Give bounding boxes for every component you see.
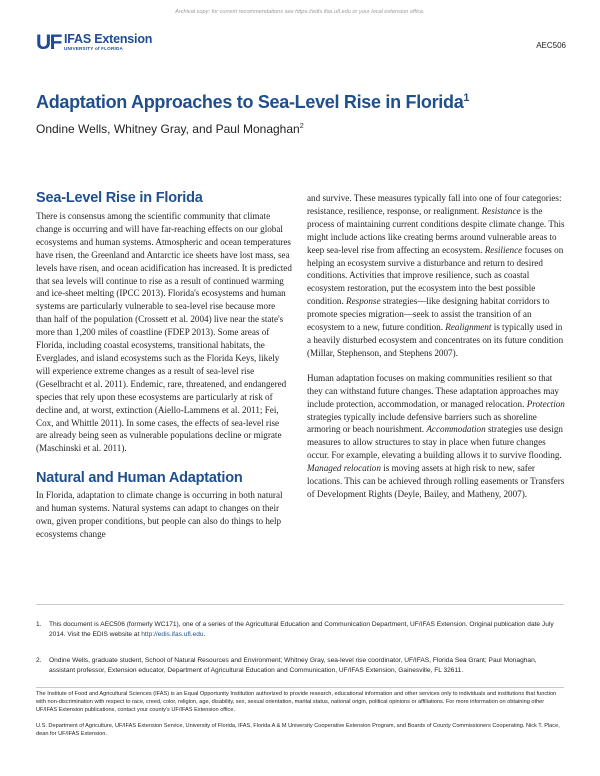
edis-link[interactable]: http://edis.ifas.ufl.edu bbox=[141, 630, 204, 638]
section-heading-natural-human-adaptation: Natural and Human Adaptation bbox=[36, 470, 243, 487]
paragraph-ecosystem-strategies bbox=[307, 192, 565, 360]
term-response: Response bbox=[346, 296, 381, 307]
authors-line bbox=[36, 122, 304, 136]
text-run: This document is AEC506 (formerly WC171), one of a series of the Agricultural Education and Communication Department, UF/IFAS Extension. Original publication date July 2014. Visit the EDIS website at bbox=[49, 621, 554, 638]
document-id: AEC506 bbox=[536, 41, 566, 50]
equal-opportunity-statement: The Institute of Food and Agricultural Sciences (IFAS) is an Equal Opportunity Institution authorized to provide research, educational information and other services only to individuals and institutions that function with non-discrimination with respect to race, creed, color, religion, age, disability, sex, sexual orientation, marital status, national origin, political opinions or affiliations. For more information on obtaining other UF/IFAS Extension publications, contact your county's UF/IFAS Extension office. bbox=[36, 691, 557, 713]
uf-logo-mark: UF bbox=[36, 31, 61, 54]
page-title bbox=[36, 92, 469, 113]
term-accommodation: Accommodation bbox=[426, 424, 486, 435]
footnote-1 bbox=[36, 620, 564, 639]
text-run: strategies typically include defensive barriers such as shoreline armoring or beach nourishment. bbox=[307, 411, 537, 435]
text-run: . bbox=[203, 630, 206, 638]
text-run: is the process of maintaining current conditions despite climate change. This might include actions like creating berms around vulnerable areas to keep sea-level rise from affecting an ecosystem. bbox=[307, 205, 565, 255]
term-realignment: Realignment bbox=[445, 322, 492, 333]
text-run: Human adaptation focuses on making communities resilient so that they can withstand future changes. These adaptation approaches may include protection, accommodation, or managed relocation. bbox=[307, 372, 559, 409]
title-text: Adaptation Approaches to Sea-Level Rise in Florida bbox=[36, 92, 464, 112]
text-run: and survive. These measures typically fall into one of four categories: resistance, resilience, response, or realignment. bbox=[307, 193, 562, 216]
section-heading-sea-level-rise: Sea-Level Rise in Florida bbox=[36, 190, 203, 206]
term-resilience: Resilience bbox=[484, 244, 523, 255]
footnote-number: 2. bbox=[36, 657, 42, 664]
text-run: focuses on helping an ecosystem survive a disturbance and return to desired conditions. Activities that improve resilience, such as coastal ecosystem restoration, put the ecosystem into the best possible condition. bbox=[307, 244, 564, 307]
paragraph-human-adaptation bbox=[307, 372, 565, 501]
logo-name: IFAS Extension bbox=[64, 31, 153, 46]
authors-footnote-marker[interactable]: 2 bbox=[299, 121, 304, 130]
footnote-text: Ondine Wells, graduate student, School of Natural Resources and Environment; Whitney Gray, sea-level rise coordinator, UF/IFAS, Florida Sea Grant; Paul Monaghan, assistant professor, Extension educator, Department of Agricultural Education and Communication, UF/IFAS Extension, Gainesville, FL 32611. bbox=[49, 657, 537, 674]
authors-text: Ondine Wells, Whitney Gray, and Paul Monaghan bbox=[36, 122, 300, 136]
logo-university: UNIVERSITY of FLORIDA bbox=[64, 46, 123, 52]
title-footnote-marker[interactable]: 1 bbox=[463, 92, 470, 104]
archival-notice: Archival copy: for current recommendations see https://edis.ifas.ufl.edu or your local extension office. bbox=[175, 9, 425, 15]
uf-ifas-logo[interactable] bbox=[36, 32, 152, 53]
term-resistance: Resistance bbox=[481, 205, 521, 216]
left-column bbox=[36, 189, 292, 541]
footnote-divider bbox=[36, 604, 564, 605]
term-protection: Protection bbox=[526, 398, 565, 409]
text-run: is typically used in a heavily disturbed ecosystem and concentrates on its future condition (Millar, Stephenson, and Stephens 2007). bbox=[307, 322, 564, 358]
footnote-number: 1. bbox=[36, 621, 42, 628]
term-managed-relocation: Managed relocation bbox=[307, 463, 381, 474]
paragraph-adaptation-intro: In Florida, adaptation to climate change is occurring in both natural and human systems. Natural systems can adapt to changes on their own, given proper conditions, but people can also do things to help ecosystems change bbox=[36, 490, 283, 539]
text-run: is moving assets at high risk to new, safer locations. This can be achieved through rolling easements or Transfers of Development Rights (Deyle, Bailey, and Matheny, 2007). bbox=[307, 463, 565, 499]
fine-print-divider bbox=[36, 687, 564, 688]
paragraph-sea-level-rise: There is consensus among the scientific community that climate change is occurring and will have far-reaching effects on our global ecosystems and human systems. Atmospheric and ocean temperatures have risen, the Greenland and Antarctic ice sheets have lost mass, sea levels have risen, and ocean acidification has increased. It is predicted that sea levels will continue to rise as a result of continued warming and ice-sheet melting (IPCC 2013). Florida's ecosystems and human systems are particularly vulnerable to sea-level rise because more than half of the population (Crossett et al. 2004) live near the state's more than 1,200 miles of coastline (FDEP 2013). Some areas of Florida, including coastal ecosystems, transitional habitats, the Everglades, and island ecosystems such as the Florida Keys, likely will experience extreme changes as a result of sea-level rise (Geselbracht et al. 2011). Endemic, rare, threatened, and endangered species that rely upon these ecosystems are particularly at risk of decline and, at worst, extinction (Aiello-Lammens et al. 2011; Fei, Cox, and Whittle 2011). In some cases, the effects of sea-level rise are already being seen as vulnerable populations decline or migrate (Maschinski et al. 2011). bbox=[36, 211, 292, 454]
text-run: strategies—like designing habitat corridors to promote species migration—seek to assist the transition of an ecosystem to a new, future condition. bbox=[307, 296, 550, 333]
right-column bbox=[307, 192, 565, 501]
footnote-text bbox=[49, 620, 564, 639]
usda-statement: U.S. Department of Agriculture, UF/IFAS Extension Service, University of Florida, IFAS, Florida A & M University Cooperative Extension Program, and Boards of County Commissioners Cooperating. Nick T. Place, dean for UF/IFAS Extension. bbox=[36, 723, 560, 737]
text-run: strategies use design measures to allow structures to stay in place when future changes occur. For example, elevating a building allows it to survive flooding. bbox=[307, 424, 563, 461]
footnote-2 bbox=[36, 656, 564, 675]
logo-text bbox=[64, 33, 152, 52]
